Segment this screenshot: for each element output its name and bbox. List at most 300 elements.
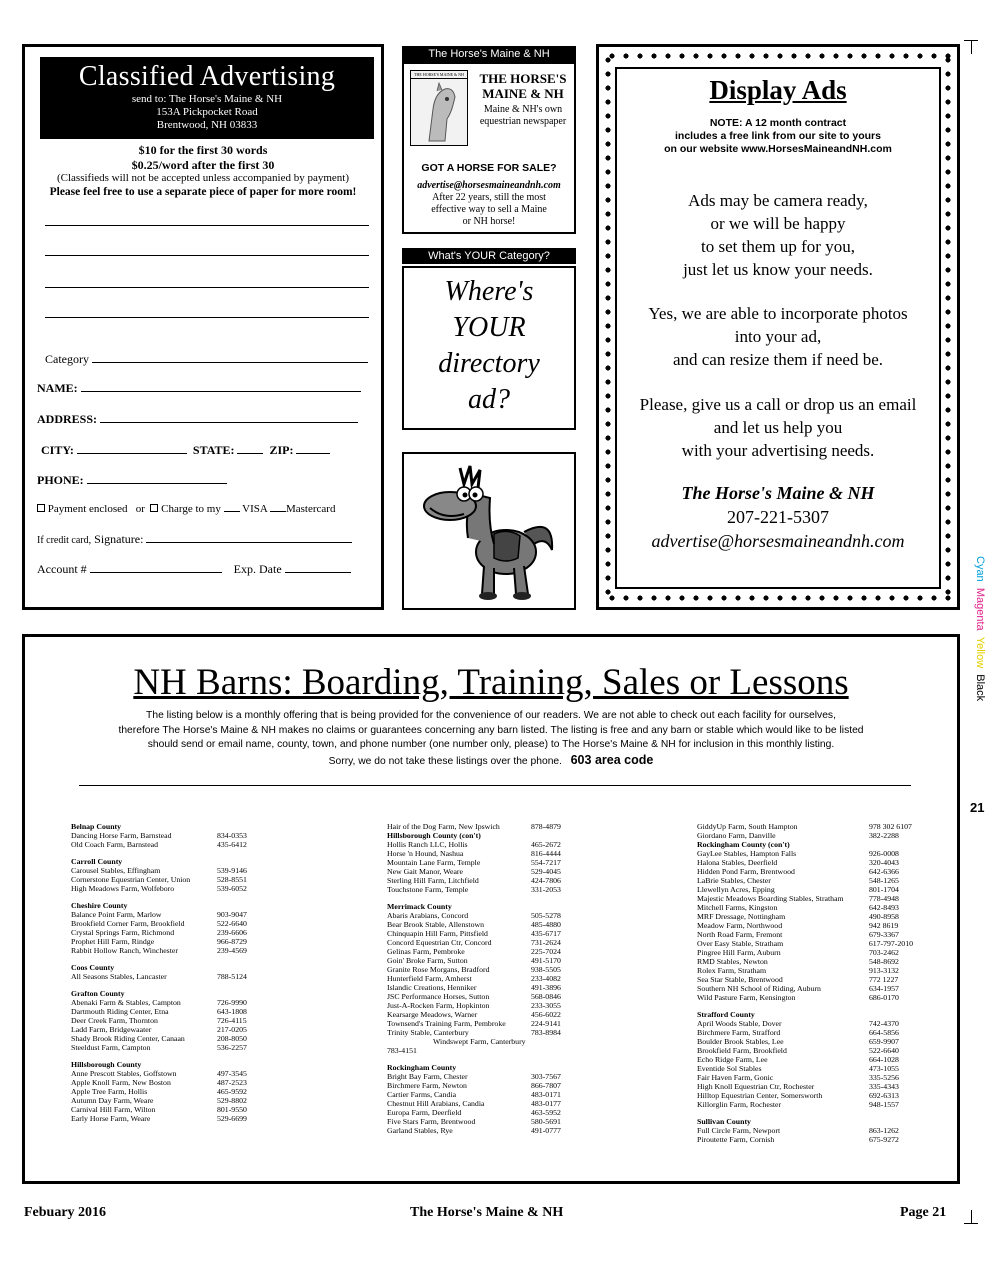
barn-phone: 783-8984: [531, 1028, 561, 1037]
barn-entry: [387, 929, 575, 938]
category-header: What's YOUR Category?: [402, 248, 576, 264]
barn-entry: Windswept Farm, Canterbury: [433, 1037, 526, 1046]
group-gap: [71, 955, 261, 963]
barn-name: All Seasons Stables, Lancaster: [71, 972, 167, 981]
payment-enclosed-checkbox[interactable]: [37, 504, 45, 512]
footer-page: Page 21: [900, 1205, 947, 1220]
barn-name: Old Coach Farm, Barnstead: [71, 840, 159, 849]
barn-name: Giordano Farm, Danville: [697, 831, 776, 840]
barn-entry: [697, 903, 913, 912]
paragraph-line: Please, give us a call or drop us an email: [639, 395, 917, 414]
barn-name: Carousel Stables, Effingham: [71, 866, 161, 875]
barn-phone: 659-9907: [869, 1037, 899, 1046]
barn-name: Early Horse Farm, Weare: [71, 1114, 151, 1123]
barn-name: Five Stars Farm, Brentwood: [387, 1117, 476, 1126]
barn-phone: 548-8692: [869, 957, 899, 966]
barn-phone: 208-8050: [217, 1034, 247, 1043]
barn-name: MRF Dressage, Nottingham: [697, 912, 786, 921]
barn-phone: 878-4879: [531, 822, 561, 831]
dotted-border-left: [605, 53, 611, 601]
intro-line: The listing below is a monthly offering that is being provided for the convenience of our readers. We are not able to check out each facility for ourselves,: [146, 710, 836, 721]
barn-entry: [387, 1081, 575, 1090]
display-paragraph-3: [617, 393, 939, 462]
promo-email-link[interactable]: advertise@horsesmaineandnh.com: [417, 180, 561, 191]
barn-name: Townsend's Training Farm, Pembroke: [387, 1019, 506, 1028]
barn-phone: 801-1704: [869, 885, 899, 894]
barn-name: Goin' Broke Farm, Sutton: [387, 956, 468, 965]
barn-entry: [697, 1126, 913, 1135]
barn-name: North Road Farm, Fremont: [697, 930, 783, 939]
barn-phone: 473-1055: [869, 1064, 899, 1073]
barn-name: 783-4151: [387, 1046, 417, 1055]
barn-entry: [71, 1069, 261, 1078]
promo-header: The Horse's Maine & NH: [402, 46, 576, 62]
group-gap: [387, 1055, 575, 1063]
category-field: [45, 352, 368, 367]
thumbnail-masthead: THE HORSE'S MAINE & NH: [411, 71, 467, 79]
intro-line: [25, 753, 957, 770]
magenta-label: Magenta: [974, 587, 986, 631]
intro-sorry: Sorry, we do not take these listings over the phone.: [328, 755, 563, 767]
barn-name: Crystal Springs Farm, Richmond: [71, 928, 175, 937]
barn-entry: [387, 938, 575, 947]
barn-name: Granite Rose Morgans, Bradford: [387, 965, 490, 974]
barn-name: Deer Creek Farm, Thornton: [71, 1016, 158, 1025]
barn-phone: 692-6313: [869, 1091, 899, 1100]
barn-phone: 424-7806: [531, 876, 561, 885]
barn-entry: [697, 984, 913, 993]
promo-subtitle: Maine & NH's own equestrian newspaper: [479, 104, 567, 127]
barn-name: Killorglin Farm, Rochester: [697, 1100, 782, 1109]
paragraph-line: into your ad,: [734, 327, 822, 346]
barn-name: Mountain Lane Farm, Temple: [387, 858, 481, 867]
if-credit-label: If credit card,: [37, 535, 92, 546]
barn-name: High Meadows Farm, Wolfeboro: [71, 884, 175, 893]
barn-entry: [71, 972, 261, 981]
paragraph-line: Ads may be camera ready,: [688, 191, 868, 210]
or-label: or: [135, 503, 145, 515]
barn-entry: [71, 1105, 261, 1114]
county-heading: Rockingham County: [387, 1063, 457, 1072]
barn-phone: 491-0777: [531, 1126, 561, 1135]
barn-phone: 331-2053: [531, 885, 561, 894]
address-label: ADDRESS:: [37, 412, 98, 426]
barn-phone: 580-5691: [531, 1117, 561, 1126]
barn-name: Islandic Creations, Henniker: [387, 983, 477, 992]
barn-name: Bright Bay Farm, Chester: [387, 1072, 468, 1081]
barn-entry: [697, 822, 913, 831]
signature-input[interactable]: [146, 533, 352, 543]
group-gap: [71, 981, 261, 989]
barn-phone: 938-5505: [531, 965, 561, 974]
barn-phone: 522-6640: [869, 1046, 899, 1055]
barn-phone: 926-0008: [869, 849, 899, 858]
zip-label: ZIP:: [269, 443, 294, 457]
barn-phone: 642-8493: [869, 903, 899, 912]
barn-name: Hilltop Equestrian Center, Somersworth: [697, 1091, 823, 1100]
barn-entry: [71, 831, 261, 840]
barn-entry: [71, 1043, 261, 1052]
county-heading: Sullivan County: [697, 1117, 751, 1126]
barn-entry: [387, 947, 575, 956]
barn-phone: 463-5952: [531, 1108, 561, 1117]
county-heading: Grafton County: [71, 989, 125, 998]
dotted-border-top: [605, 53, 951, 59]
barn-phone: 529-6699: [217, 1114, 247, 1123]
barn-name: GiddyUp Farm, South Hampton: [697, 822, 798, 831]
barn-entry: [387, 1099, 575, 1108]
category-line-3: directory: [438, 348, 540, 379]
barn-name: Dartmouth Riding Center, Etna: [71, 1007, 169, 1016]
barn-phone: 742-4370: [869, 1019, 899, 1028]
barn-phone: 568-0846: [531, 992, 561, 1001]
promo-box: [402, 62, 576, 234]
barn-name: New Gait Manor, Weare: [387, 867, 463, 876]
address-field: [37, 412, 358, 427]
paragraph-line: with your advertising needs.: [681, 441, 875, 460]
category-line-1: Where's: [444, 276, 534, 307]
barn-entry: [697, 921, 913, 930]
barns-intro: [25, 709, 957, 769]
county-heading: Hillsborough County: [71, 1060, 142, 1069]
barn-phone: 483-0171: [531, 1090, 561, 1099]
barn-name: Pingree Hill Farm, Auburn: [697, 948, 781, 957]
visa-input[interactable]: [224, 502, 240, 512]
signature-field: [37, 532, 352, 547]
barn-entry: [71, 1007, 261, 1016]
barn-name: Abenaki Farm & Stables, Campton: [71, 998, 181, 1007]
barn-phone: 382-2288: [869, 831, 899, 840]
charge-label: Charge to my: [161, 503, 221, 515]
barn-phone: 834-0353: [217, 831, 247, 840]
barn-entry: [387, 1046, 575, 1055]
barn-name: Sea Star Stable, Brentwood: [697, 975, 783, 984]
barn-phone: 634-1957: [869, 984, 899, 993]
barn-entry: [71, 937, 261, 946]
barn-entry: [387, 1126, 575, 1135]
mastercard-input[interactable]: [270, 502, 286, 512]
barn-entry: [697, 894, 913, 903]
display-paragraph-2: [617, 302, 939, 371]
signature-label: Signature:: [94, 532, 144, 546]
barn-phone: 617-797-2010: [868, 939, 913, 948]
barn-phone: 686-0170: [869, 993, 899, 1002]
classified-address-line: 153A Pickpocket Road: [156, 106, 258, 118]
extra-paper-note: Please feel free to use a separate piece of paper for more room!: [49, 186, 357, 198]
barn-phone: 903-9047: [217, 910, 247, 919]
barn-entry: [387, 822, 575, 831]
barn-name: Europa Farm, Deerfield: [387, 1108, 462, 1117]
barns-listing: [22, 634, 960, 1184]
barn-name: Apple Knoll Farm, New Boston: [71, 1078, 171, 1087]
barn-phone: 435-6412: [217, 840, 247, 849]
county-heading: Rockingham County (con't): [697, 840, 790, 849]
barn-name: Eventide Sol Stables: [697, 1064, 762, 1073]
barn-name: Chestnut Hill Arabians, Candia: [387, 1099, 485, 1108]
ad-text-line-1[interactable]: [45, 225, 369, 226]
barn-name: Steeldust Farm, Campton: [71, 1043, 151, 1052]
barn-entry: [71, 875, 261, 884]
barn-name: JSC Performance Horses, Sutton: [387, 992, 490, 1001]
note-line: on our website www.HorsesMaineandNH.com: [664, 143, 892, 155]
barn-name: Carnival Hill Farm, Wilton: [71, 1105, 156, 1114]
barn-entry: [697, 1037, 913, 1046]
paragraph-line: just let us know your needs.: [683, 260, 873, 279]
barn-name: Rabbit Hollow Ranch, Winchester: [71, 946, 178, 955]
barn-phone: 643-1808: [217, 1007, 247, 1016]
cartoon-horse-icon: [404, 454, 574, 608]
group-gap: [697, 1109, 913, 1117]
city-state-zip-field: [41, 443, 330, 458]
paragraph-line: and can resize them if need be.: [672, 350, 884, 369]
barn-entry: [697, 993, 913, 1002]
barn-entry: [71, 1114, 261, 1123]
barn-name: Llewellyn Acres, Epping: [697, 885, 775, 894]
barn-entry: [697, 849, 913, 858]
barn-name: Dancing Horse Farm, Barnstead: [71, 831, 172, 840]
barn-entry: [387, 911, 575, 920]
barn-name: Touchstone Farm, Temple: [387, 885, 469, 894]
barn-phone: 487-2523: [217, 1078, 247, 1087]
city-input[interactable]: [77, 444, 187, 454]
state-input[interactable]: [237, 444, 263, 454]
barn-entry: [71, 928, 261, 937]
cyan-label: Cyan: [974, 556, 986, 582]
intro-line: should send or email name, county, town, and phone number (one number only, please) to The Horse's Maine & NH for inclusion in this monthly listing.: [147, 739, 835, 750]
barn-name: Hair of the Dog Farm, New Ipswich: [387, 822, 500, 831]
barn-phone: [531, 1046, 575, 1055]
barn-name: GayLee Stables, Hampton Falls: [697, 849, 797, 858]
barn-entry: [697, 1082, 913, 1091]
barn-entry: [387, 1117, 575, 1126]
barn-phone: 539-6052: [217, 884, 247, 893]
barn-entry: [697, 966, 913, 975]
barn-entry: [387, 992, 575, 1001]
crop-mark-top: [964, 40, 978, 54]
barn-entry: [697, 1100, 913, 1109]
category-label: Category: [45, 352, 89, 366]
barn-name: Apple Tree Farm, Hollis: [71, 1087, 148, 1096]
name-field: [37, 381, 361, 396]
display-ads-content: [615, 67, 941, 589]
barn-entry: [697, 1019, 913, 1028]
zip-input[interactable]: [296, 444, 330, 454]
barn-entry: [697, 1091, 913, 1100]
barn-entry: [71, 884, 261, 893]
dotted-border-bottom: [605, 595, 951, 601]
barn-entry: [387, 840, 575, 849]
display-email-link[interactable]: advertise@horsesmaineandnh.com: [651, 531, 905, 551]
barn-entry: [71, 910, 261, 919]
account-input[interactable]: [90, 563, 222, 573]
barn-name: Prophet Hill Farm, Rindge: [71, 937, 155, 946]
price-first-words: $10 for the first 30 words: [138, 143, 268, 157]
barn-name: Wild Pasture Farm, Kensington: [697, 993, 796, 1002]
barn-name: Cartier Farms, Candia: [387, 1090, 457, 1099]
county-heading: Carroll County: [71, 857, 123, 866]
barn-entry: [697, 831, 913, 840]
barns-divider: [79, 785, 911, 786]
barn-entry: [387, 1108, 575, 1117]
barn-phone: 505-5278: [531, 911, 561, 920]
barn-phone: 491-3896: [531, 983, 561, 992]
barn-name: Garland Stables, Rye: [387, 1126, 453, 1135]
barn-phone: 528-8551: [217, 875, 247, 884]
barn-phone: 816-4444: [531, 849, 561, 858]
barn-entry: [387, 876, 575, 885]
account-label: Account #: [37, 562, 87, 576]
barn-name: Kearsarge Meadows, Warner: [387, 1010, 478, 1019]
phone-label: PHONE:: [37, 473, 84, 487]
barn-name: Boulder Brook Stables, Lee: [697, 1037, 784, 1046]
barn-name: Concord Equestrian Ctr, Concord: [387, 938, 492, 947]
phone-input[interactable]: [87, 474, 227, 484]
barn-name: Mitchell Farms, Kingston: [697, 903, 778, 912]
group-gap: [387, 894, 575, 902]
note-line: includes a free link from our site to yours: [675, 130, 881, 142]
barn-entry: [387, 965, 575, 974]
barn-name: Brookfield Farm, Brookfield: [697, 1046, 787, 1055]
barn-phone: 491-5170: [531, 956, 561, 965]
barn-phone: 465-2672: [531, 840, 561, 849]
category-box: [402, 266, 576, 430]
color-registration-bar: [968, 556, 990, 726]
barn-phone: 772 1227: [869, 975, 899, 984]
county-heading: Cheshire County: [71, 901, 128, 910]
paragraph-line: Yes, we are able to incorporate photos: [648, 304, 908, 323]
barn-entry: [71, 1078, 261, 1087]
barn-entry: [71, 1016, 261, 1025]
area-code-note: 603 area code: [570, 752, 654, 767]
barn-entry: [71, 840, 261, 849]
address-input[interactable]: [100, 413, 358, 423]
price-per-word: $0.25/word after the first 30: [131, 158, 275, 172]
paragraph-line: to set them up for you,: [701, 237, 855, 256]
intro-line: therefore The Horse's Maine & NH makes no claims or guarantees concerning any barn listed. The listing is free and any barn or stable which would like to be listed: [118, 724, 864, 736]
barn-name: Horse 'n Hound, Nashua: [387, 849, 464, 858]
display-ads-title: Display Ads: [709, 75, 847, 105]
barn-entry: [387, 1001, 575, 1010]
barn-phone: 233-3055: [531, 1001, 561, 1010]
barn-entry: [697, 1028, 913, 1037]
dotted-border-right: [945, 53, 951, 601]
barn-phone: 335-4343: [869, 1082, 899, 1091]
county-heading: Strafford County: [697, 1010, 755, 1019]
barn-entry: [71, 866, 261, 875]
barn-name: Over Easy Stable, Stratham: [697, 939, 784, 948]
charge-checkbox[interactable]: [150, 504, 158, 512]
ad-text-line-4[interactable]: [45, 317, 369, 318]
barn-name: Anne Prescott Stables, Goffstown: [71, 1069, 177, 1078]
barn-phone: 664-5856: [869, 1028, 899, 1037]
barn-phone: 788-5124: [217, 972, 247, 981]
ad-text-line-2[interactable]: [45, 255, 369, 256]
barn-phone: 801-9550: [217, 1105, 247, 1114]
group-gap: [71, 1052, 261, 1060]
category-line-2: YOUR: [452, 312, 526, 343]
classified-form: [22, 44, 384, 610]
promo-title: THE HORSE'S MAINE & NH: [479, 71, 567, 101]
barn-phone: 320-4043: [869, 858, 899, 867]
barn-phone: 948-1557: [869, 1100, 899, 1109]
barn-name: Halona Stables, Deerfield: [697, 858, 778, 867]
account-field: [37, 562, 351, 577]
barn-entry: [387, 1090, 575, 1099]
barn-entry: [697, 885, 913, 894]
exp-date-label: Exp. Date: [233, 562, 282, 576]
barn-phone: 548-1265: [869, 876, 899, 885]
barn-entry: [71, 1034, 261, 1043]
barn-phone: 679-3367: [869, 930, 899, 939]
barn-entry: [387, 858, 575, 867]
paragraph-line: or we will be happy: [710, 214, 846, 233]
barn-phone: 978 302 6107: [869, 822, 912, 831]
side-page-number: 21: [970, 800, 985, 815]
barn-phone: 539-9146: [217, 866, 247, 875]
exp-date-input[interactable]: [285, 563, 351, 573]
barn-name: Chinquapin Hill Farm, Pittsfield: [387, 929, 488, 938]
barn-entry: [387, 983, 575, 992]
barn-name: Trinity Stable, Canterbury: [387, 1028, 469, 1037]
barn-name: Gelinas Farm, Pembroke: [387, 947, 465, 956]
barn-entry: [387, 1010, 575, 1019]
barn-phone: 483-0177: [531, 1099, 561, 1108]
barn-entry: [387, 920, 575, 929]
barn-phone: 485-4880: [531, 920, 561, 929]
city-label: CITY:: [41, 443, 74, 457]
payment-enclosed-label: Payment enclosed: [47, 503, 128, 515]
barn-phone: 675-9272: [869, 1135, 899, 1144]
barn-entry: [697, 876, 913, 885]
name-input[interactable]: [81, 382, 361, 392]
barn-name: Majestic Meadows Boarding Stables, Stratham: [697, 894, 844, 903]
barn-name: Brookfield Corner Farm, Brookfield: [71, 919, 185, 928]
barn-entry: [71, 1096, 261, 1105]
barns-title: NH Barns: Boarding, Training, Sales or Lessons: [133, 662, 849, 703]
state-label: STATE:: [192, 443, 235, 457]
group-gap: [71, 893, 261, 901]
barn-phone: 778-4948: [869, 894, 899, 903]
barn-entry: [697, 930, 913, 939]
county-heading: Hillsborough County (con't): [387, 831, 481, 840]
barn-entry: [387, 1019, 575, 1028]
barn-entry: [387, 867, 575, 876]
barn-phone: 866-7807: [531, 1081, 561, 1090]
barn-entry: [697, 957, 913, 966]
barn-name: Cornerstone Equestrian Center, Union: [71, 875, 191, 884]
barn-phone: 529-4045: [531, 867, 561, 876]
barn-entry: [71, 998, 261, 1007]
barn-name: Meadow Farm, Northwood: [697, 921, 783, 930]
barn-entry: [697, 1135, 913, 1144]
barn-name: Hidden Pond Farm, Brentwood: [697, 867, 795, 876]
barn-phone: 490-8958: [869, 912, 899, 921]
barn-entry: [387, 1072, 575, 1081]
footer-date: Febuary 2016: [24, 1205, 107, 1220]
ad-text-line-3[interactable]: [45, 287, 369, 288]
display-company: The Horse's Maine & NH: [681, 483, 875, 503]
barn-entry: [71, 919, 261, 928]
display-phone[interactable]: 207-221-5307: [727, 507, 829, 527]
promo-body: After 22 years, still the most effective way to sell a Maine or NH horse!: [431, 192, 547, 227]
horse-head-icon: [411, 79, 468, 145]
category-input[interactable]: [92, 353, 368, 363]
barn-phone: 863-1262: [869, 1126, 899, 1135]
paragraph-line: and let us help you: [713, 418, 843, 437]
barn-phone: 726-9990: [217, 998, 247, 1007]
barn-phone: 731-2624: [531, 938, 561, 947]
barn-phone: 642-6366: [869, 867, 899, 876]
